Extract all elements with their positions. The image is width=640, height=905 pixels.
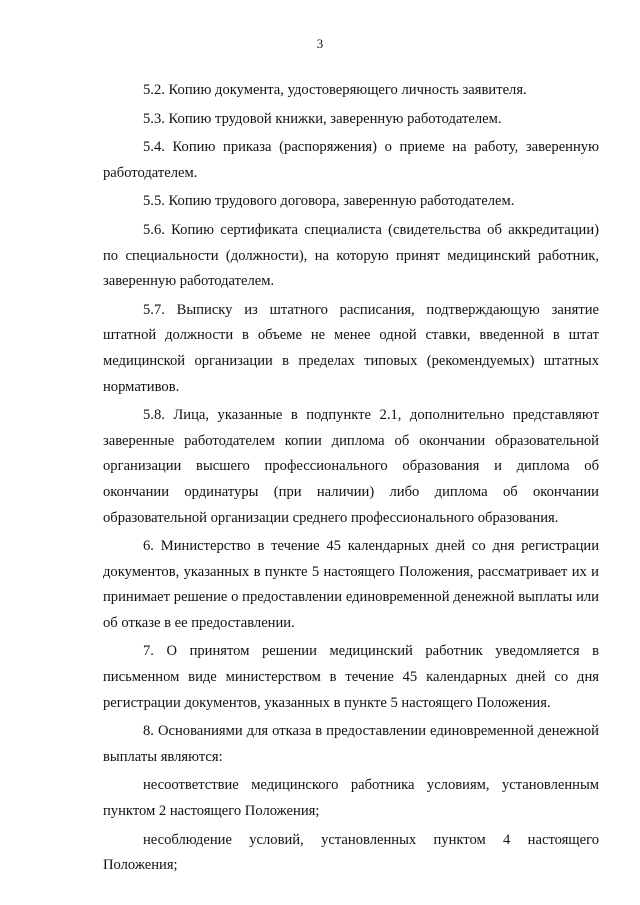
paragraph-6: 6. Министерство в течение 45 календарных дней со дня регистрации документов, указанных в пункте 5 настоящего Положения, рассматривает их и принимает решение о предоставлении единовременной денежной выплаты или об отказе в ее предоставлении. (103, 538, 599, 631)
paragraph-5-6: 5.6. Копию сертификата специалиста (свидетельства об аккредитации) по специальности (должности), на которую принят медицинский работник, заверенную работодателем. (103, 221, 599, 290)
paragraph-7: 7. О принятом решении медицинский работник уведомляется в письменном виде министерством в течение 45 календарных дней со дня регистрации документов, указанных в пункте 5 настоящего Положения. (103, 643, 599, 711)
paragraph-5-4: 5.4. Копию приказа (распоряжения) о приеме на работу, заверенную работодателем. (103, 139, 599, 181)
paragraph-5-3: 5.3. Копию трудовой книжки, заверенную работодателем. (143, 110, 502, 127)
paragraph-8-item-2: несоблюдение условий, установленных пунктом 4 настоящего Положения; (103, 831, 599, 874)
paragraph-8: 8. Основаниями для отказа в предоставлении единовременной денежной выплаты являются: (103, 723, 599, 765)
page-number: 3 (316, 36, 324, 51)
paragraph-5-8: 5.8. Лица, указанные в подпункте 2.1, дополнительно представляют заверенные работодателем копии диплома об окончании образовательной организации высшего профессионального образования и диплома об окончании ординатуры (при наличии) либо диплома об окончании образовательной организации среднего профессионального образования. (103, 407, 599, 526)
paragraph-5-7: 5.7. Выписку из штатного расписания, подтверждающую занятие штатной должности в объеме не менее одной ставки, введенной в штат медицинской организации в пределах типовых (рекомендуемых) штатных нормативов. (103, 301, 599, 395)
paragraph-5-2: 5.2. Копию документа, удостоверяющего личность заявителя. (143, 82, 527, 98)
paragraph-5-5: 5.5. Копию трудового договора, заверенную работодателем. (143, 193, 515, 210)
paragraph-8-item-1: несоответствие медицинского работника условиям, установленным пунктом 2 настоящего Положения; (103, 777, 599, 820)
document-body (103, 78, 599, 882)
